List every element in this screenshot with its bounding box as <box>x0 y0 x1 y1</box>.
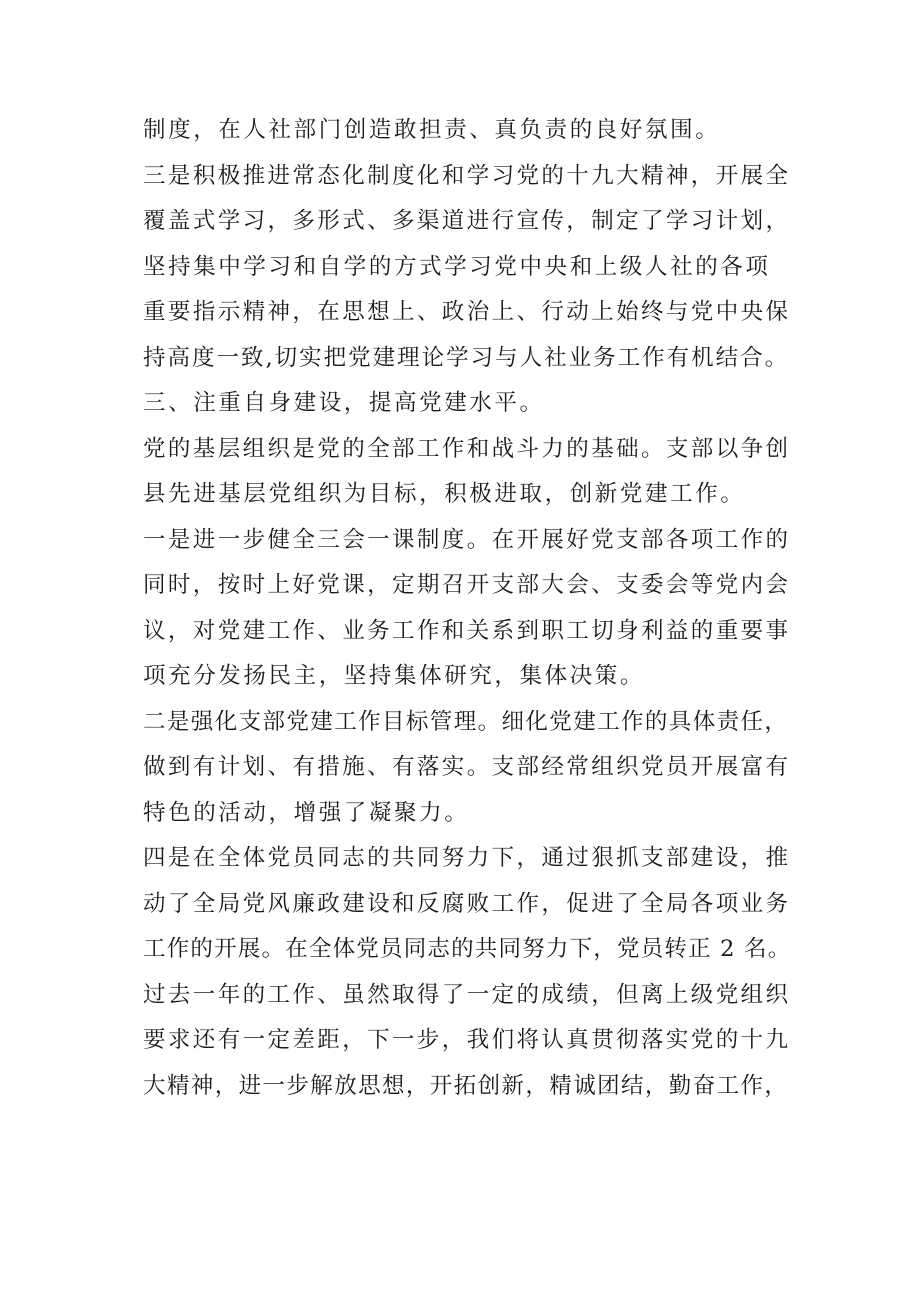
text-line-11: 同时，按时上好党课，定期召开支部大会、支委会等党内会 <box>143 572 791 598</box>
text-line-15: 做到有计划、有措施、有落实。支部经常组织党员开展富有 <box>143 754 791 780</box>
text-line-21: 要求还有一定差距，下一步，我们将认真贯彻落实党的十九 <box>143 1027 791 1053</box>
text-line-9: 县先进基层党组织为目标，积极进取，创新党建工作。 <box>143 481 746 507</box>
text-line-2: 三是积极推进常态化制度化和学习党的十九大精神，开展全 <box>143 162 791 189</box>
text-line-1: 制度，在人社部门创造敢担责、真负责的良好氛围。 <box>143 117 721 143</box>
text-line-10: 一是进一步健全三会一课制度。在开展好党支部各项工作的 <box>143 526 791 553</box>
text-line-6: 持高度一致,切实把党建理论学习与人社业务工作有机结合。 <box>143 344 790 371</box>
text-line-5: 重要指示精神，在思想上、政治上、行动上始终与党中央保 <box>143 299 791 325</box>
text-line-22: 大精神，进一步解放思想，开拓创新，精诚团结，勤奋工作， <box>143 1072 789 1099</box>
text-line-13: 项充分发扬民主，坚持集体研究，集体决策。 <box>143 663 646 689</box>
section-heading: 三、注重自身建设，提高党建水平。 <box>143 390 545 416</box>
text-line-4: 坚持集中学习和自学的方式学习党中央和上级人社的各项 <box>143 253 771 280</box>
text-line-12: 议，对党建工作、业务工作和关系到职工切身利益的重要事 <box>143 617 791 644</box>
text-line-14: 二是强化支部党建工作目标管理。细化党建工作的具体责任， <box>143 708 789 735</box>
document-body <box>143 108 793 1109</box>
text-line-20: 过去一年的工作、虽然取得了一定的成绩，但离上级党组织 <box>143 981 791 1008</box>
text-line-17: 四是在全体党员同志的共同努力下，通过狠抓支部建设，推 <box>143 845 791 871</box>
text-line-8: 党的基层组织是党的全部工作和战斗力的基础。支部以争创 <box>143 435 791 462</box>
text-line-3: 覆盖式学习，多形式、多渠道进行宣传，制定了学习计划， <box>143 208 791 234</box>
text-line-16: 特色的活动，增强了凝聚力。 <box>143 799 470 826</box>
text-line-19: 工作的开展。在全体党员同志的共同努力下，党员转正 2 名。 <box>143 936 792 962</box>
text-line-18: 动了全局党风廉政建设和反腐败工作，促进了全局各项业务 <box>143 890 791 917</box>
